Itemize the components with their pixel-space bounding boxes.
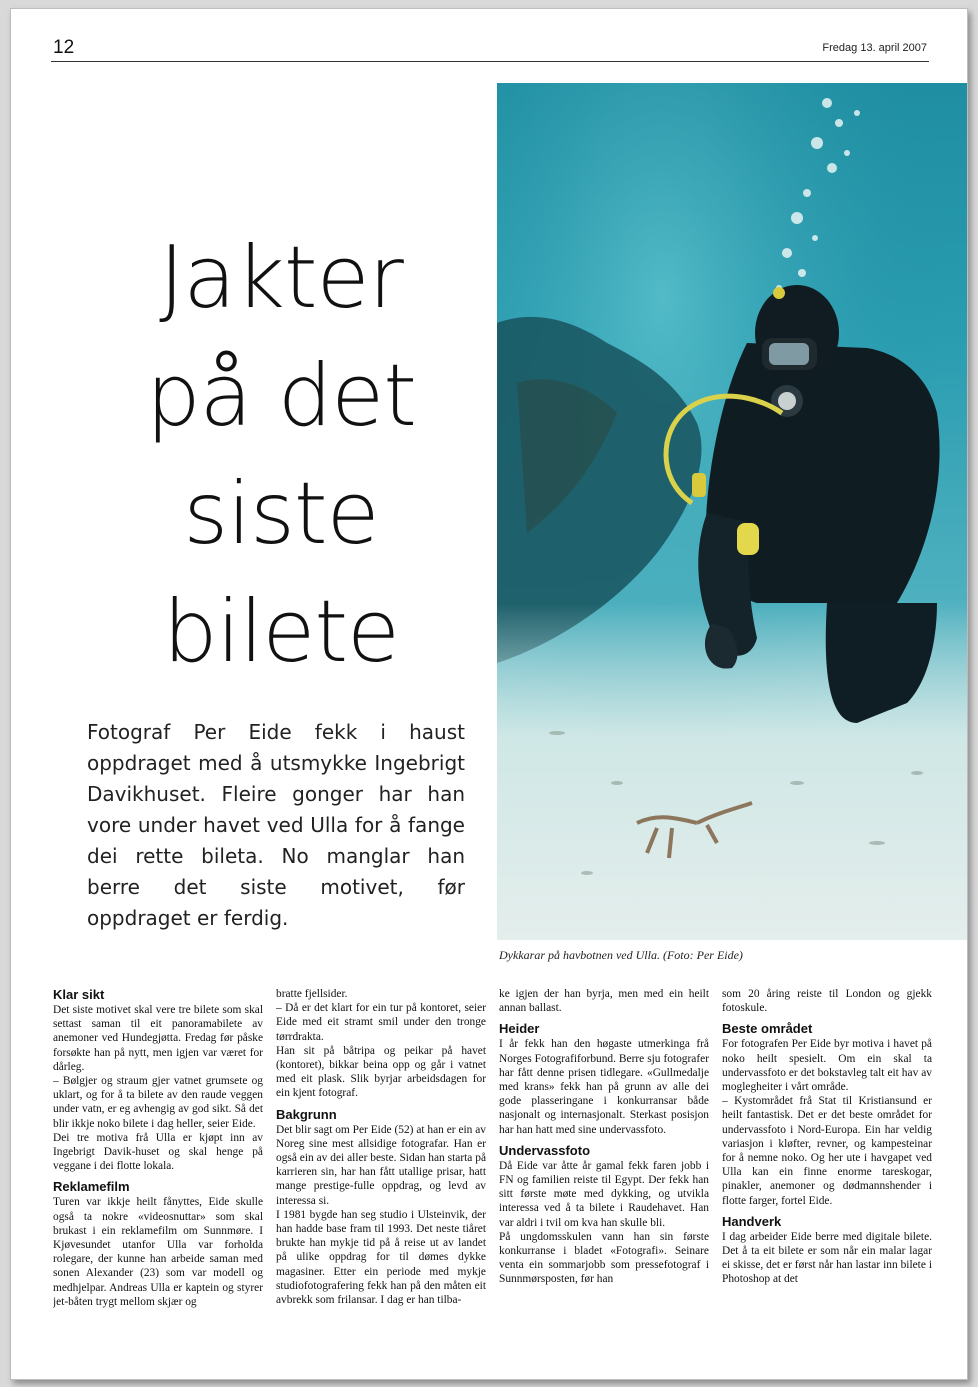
subheading: Reklamefilm	[53, 1179, 130, 1195]
header-rule	[51, 61, 929, 62]
article-column-2	[276, 987, 486, 1357]
lede-paragraph: Fotograf Per Eide fekk i haust oppdraget med å utsmykke Ingebrigt Davikhuset. Fleire gonger har han vore under havet ved Ulla for å fange dei rette bileta. No manglar han berre det siste motivet, før oppdraget er ferdig.	[87, 720, 465, 930]
paragraph: Det siste motivet skal vere tre bilete som skal settast saman til eit panoramabilete av anemoner ved Hundegjøtta. Fredag før påske forsøkte han på nytt, men igjen var været for dårleg.	[53, 1004, 263, 1073]
paragraph: Dei tre motiva frå Ulla er kjøpt inn av Ingebrigt Davik-huset og skal henge på veggane i dei flotte lokala.	[53, 1131, 263, 1173]
article-column-3	[499, 987, 709, 1357]
headline-line: Jakter	[159, 228, 403, 328]
article-column-1	[53, 987, 263, 1357]
issue-date: Fredag 13. april 2007	[822, 42, 927, 54]
paragraph: På ungdomsskulen vann han sin første konkurranse i bladet «Fotografi». Seinare venta ein sommarjobb som pressefotograf i Sunnmørsposten, før han	[499, 1230, 709, 1286]
paragraph: I dag arbeider Eide berre med digitale bilete. Det å ta eit bilete er som når ein malar lagar ei skisse, det er først når han lastar inn bilete i Photoshop at det	[722, 1230, 932, 1286]
paragraph: – Kystområdet frå Stat til Kristiansund er heilt fantastisk. Det er det beste området for undervassfoto i Nord-Europa. Ein har veldig variasjon i kløfter, revner, og kampesteinar for å nemne noko. Og her ute i havgapet ved Ulla kan ein finne enorme tareskogar, pinakler, anemoner og dødmannshender i flotte farger, fortel Eide.	[722, 1095, 932, 1207]
paragraph: For fotografen Per Eide byr motiva i havet på noko heilt spesielt. Om ein skal ta undervassfoto er det bokstavleg talt eit hav av moglegheiter i vårt område.	[722, 1038, 932, 1094]
subheading: Heider	[499, 1021, 540, 1037]
headline-line: siste	[183, 464, 379, 564]
paragraph: I 1981 bygde han seg studio i Ulsteinvik, der han hadde base fram til 1993. Det neste tiåret brukte han mykje tid på å reise ut av landet på ulike oppdrag for til dømes dykke magasiner. Etter ein periode med mykje studiofotografering fekk han på den måten eit avbrekk som frilansar. I dag er han tilba-	[276, 1208, 486, 1307]
paragraph: ke igjen der han byrja, men med ein heilt annan ballast.	[499, 988, 709, 1015]
paragraph: I år fekk han den høgaste utmerkinga frå Norges Fotografiforbund. Berre sju fotografer har fått denne prisen tidlegare. «Gullmedalje med krans» fekk han på grunn av alle dei gode plasseringane i konkurransar både nasjonalt og internasjonalt. Sterkast posisjon har han hatt med sine undervassfoto.	[499, 1038, 709, 1136]
subheading: Undervassfoto	[499, 1142, 591, 1158]
headline-line: på det	[146, 346, 416, 446]
subheading: Klar sikt	[53, 987, 105, 1002]
paragraph: Det blir sagt om Per Eide (52) at han er ein av Noreg sine mest allsidige fotografar. Han er også ein av dei aller beste. Sidan han starta på karrieren sin, har han fått utallige prisar, hatt mange prestige-fulle oppdrag, og levd av interessa si.	[276, 1123, 486, 1207]
paragraph: som 20 åring reiste til London og gjekk fotoskule.	[722, 988, 932, 1015]
subheading: Beste området	[722, 1021, 813, 1037]
subheading: Handverk	[722, 1213, 782, 1229]
headline	[71, 219, 491, 691]
paragraph: – Då er det klart for ein tur på kontoret, seier Eide med eit stramt smil under den tronge tørrdrakta.	[276, 1002, 486, 1043]
subheading: Bakgrunn	[276, 1106, 337, 1122]
paragraph: Då Eide var åtte år gamal fekk faren jobb i FN og familien reiste til Egypt. Der fekk han sitt første møte med dykking, og utvikla interessa ved å ta bilete i Raudehavet. Han var aldri i tvil om kva han skulle bli.	[499, 1159, 709, 1229]
paragraph: bratte fjellsider.	[276, 988, 348, 1000]
paragraph: – Bølgjer og straum gjer vatnet grumsete og uklart, og for å ta bilete av den raude veggen under vatn, er eg avhengig av god sikt. Så det blir ikkje noko bilete i dag heller, seier Eide.	[53, 1075, 263, 1130]
page-number: 12	[53, 37, 75, 58]
newspaper-page	[10, 8, 968, 1380]
diver-photo	[497, 83, 968, 940]
photo-caption: Dykkarar på havbotnen ved Ulla. (Foto: Per Eide)	[499, 948, 743, 962]
headline-line: bilete	[163, 582, 399, 682]
article-column-4	[722, 987, 932, 1357]
paragraph: Han sit på båtripa og peikar på havet (kontoret), bikkar beina opp og går i vatnet med eit plask. Slik byrjar arbeidsdagen for ein kjent fotograf.	[276, 1044, 486, 1100]
article-body	[53, 987, 935, 1357]
paragraph: Turen var ikkje heilt fånyttes, Eide skulle også ta nokre «videosnuttar» som skal brukast i ein reklamefilm om Sunnmøre. I Kjøvesundet utanfor Ulla var forholda rolegare, der kunne han arbeide saman med sonen Alexander (23) som var modell og medhjelpar. Andreas Ulla er kaptein og styrer jet-båten trygt mellom skjær og	[53, 1196, 263, 1308]
